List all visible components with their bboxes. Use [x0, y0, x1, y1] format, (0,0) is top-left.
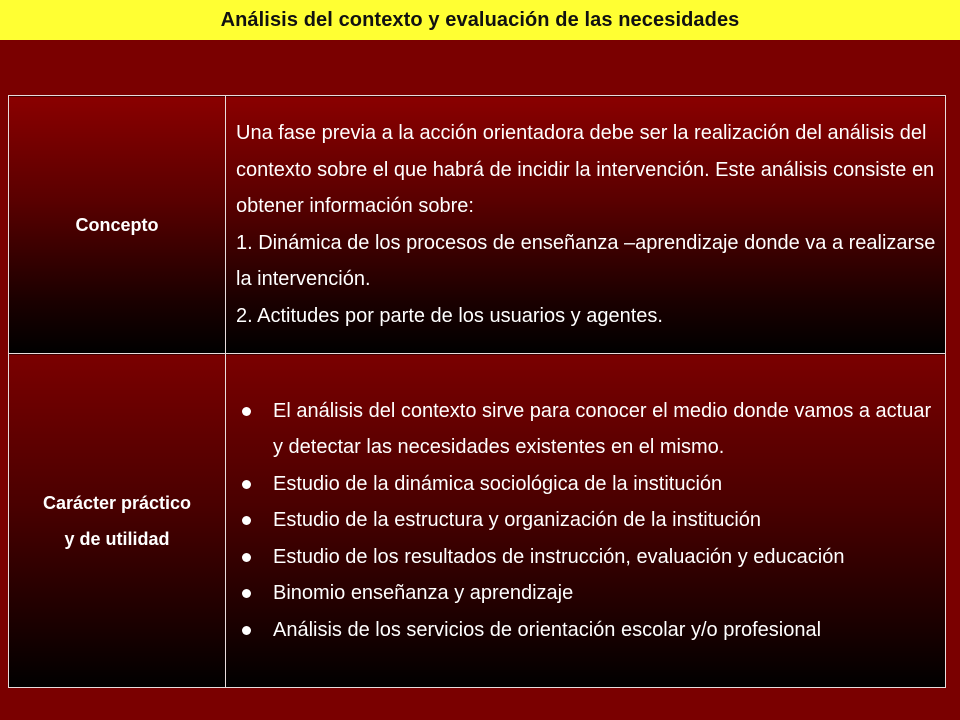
- content-table: [8, 95, 946, 688]
- bullet-dot-icon: [242, 589, 251, 598]
- list-item: [236, 393, 937, 466]
- list-item-text: Estudio de la dinámica sociológica de la institución: [273, 472, 723, 495]
- list-item-text: Binomio enseñanza y aprendizaje: [273, 582, 574, 605]
- list-item-text: Análisis de los servicios de orientación escolar y/o profesional: [273, 618, 822, 641]
- bullet-dot-icon: [242, 480, 251, 489]
- bullet-dot-icon: [242, 407, 251, 416]
- row-content-concepto: [226, 96, 946, 354]
- list-item: [236, 575, 937, 612]
- list-item: [236, 539, 937, 576]
- list-item: [236, 502, 937, 539]
- paragraph-item-1: 1. Dinámica de los procesos de enseñanza –aprendizaje donde va a realizarse la intervención.: [236, 231, 936, 290]
- bullet-list: [236, 393, 937, 649]
- bullet-dot-icon: [242, 516, 251, 525]
- row-label-text: Concepto: [75, 214, 159, 235]
- paragraph-intro: Una fase previa a la acción orientadora debe ser la realización del análisis del contexto sobre el que habrá de incidir la intervención. Este análisis consiste en obtener información sobre:: [236, 122, 935, 217]
- list-item-text: Estudio de la estructura y organización de la institución: [273, 509, 762, 532]
- table-row-caracter: [9, 354, 946, 688]
- title-bar: [0, 0, 960, 40]
- row-label-caracter: [9, 354, 226, 688]
- table-row-concepto: [9, 96, 946, 354]
- paragraph-item-2: 2. Actitudes por parte de los usuarios y agentes.: [236, 304, 663, 327]
- row-label-concepto: [9, 96, 226, 354]
- list-item-text: El análisis del contexto sirve para conocer el medio donde vamos a actuar y detectar las necesidades existentes en el mismo.: [273, 399, 932, 459]
- bullet-dot-icon: [242, 626, 251, 635]
- list-item: [236, 466, 937, 503]
- bullet-dot-icon: [242, 553, 251, 562]
- list-item-text: Estudio de los resultados de instrucción, evaluación y educación: [273, 545, 845, 568]
- row-content-caracter: [226, 354, 946, 688]
- list-item: [236, 612, 937, 649]
- row-label-line2: y de utilidad: [64, 528, 170, 549]
- slide-title: Análisis del contexto y evaluación de las necesidades: [220, 8, 740, 31]
- row-label-line1: Carácter práctico: [42, 492, 192, 513]
